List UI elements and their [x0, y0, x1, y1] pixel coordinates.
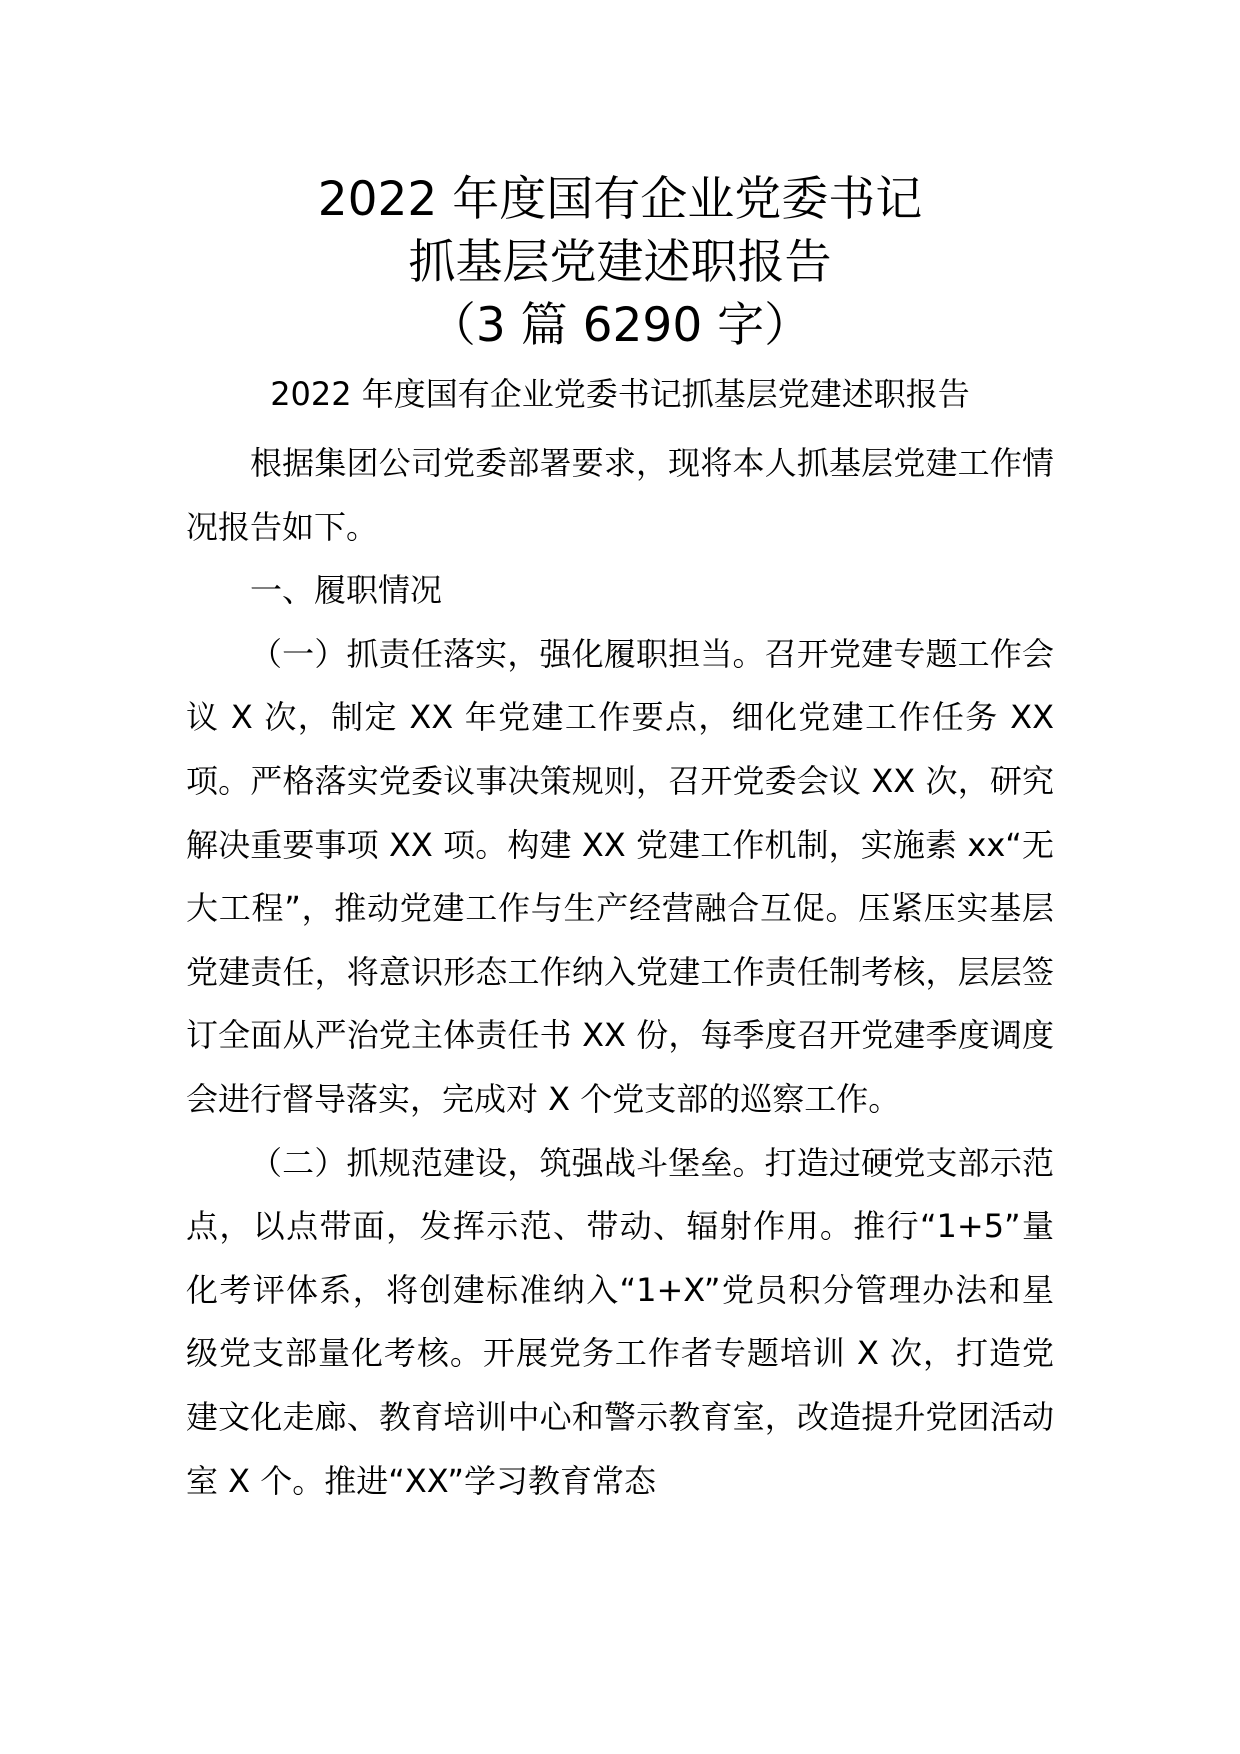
section-heading: 一、履职情况	[250, 571, 443, 610]
paragraph-standard-building: （二）抓规范建设，筑强战斗堡垒。打造过硬党支部示范点，以点带面，发挥示范、带动、辐射作用。推行“1+5”量化考评体系，将创建标准纳入“1+X”党员积分管理办法和星级党支部量化考核。开展党务工作者专题培训 X 次，打造党建文化走廊、教育培训中心和警示教育室，改造提升党团活动室 X 个。推进“XX”学习教育常态	[186, 1143, 1054, 1500]
document-title-line-2: 抓基层党建述职报告	[408, 235, 832, 290]
document-subtitle: 2022 年度国有企业党委书记抓基层党建述职报告	[270, 375, 970, 413]
document-title-line-3: （3 篇 6290 字）	[428, 298, 812, 353]
paragraph-intro: 根据集团公司党委部署要求，现将本人抓基层党建工作情况报告如下。	[186, 444, 1054, 546]
paragraph-responsibility: （一）抓责任落实，强化履职担当。召开党建专题工作会议 X 次，制定 XX 年党建工作要点，细化党建工作任务 XX 项。严格落实党委议事决策规则，召开党委会议 XX 次，研究解决重要事项 XX 项。构建 XX 党建工作机制，实施素 xx“无大工程”，推动党建工作与生产经营融合互促。压紧压实基层党建责任，将意识形态工作纳入党建工作责任制考核，层层签订全面从严治党主体责任书 XX 份，每季度召开党建季度调度会进行督导落实，完成对 X 个党支部的巡察工作。	[186, 634, 1054, 1118]
document-body	[186, 432, 1054, 1513]
document-title-line-1: 2022 年度国有企业党委书记	[317, 172, 923, 227]
